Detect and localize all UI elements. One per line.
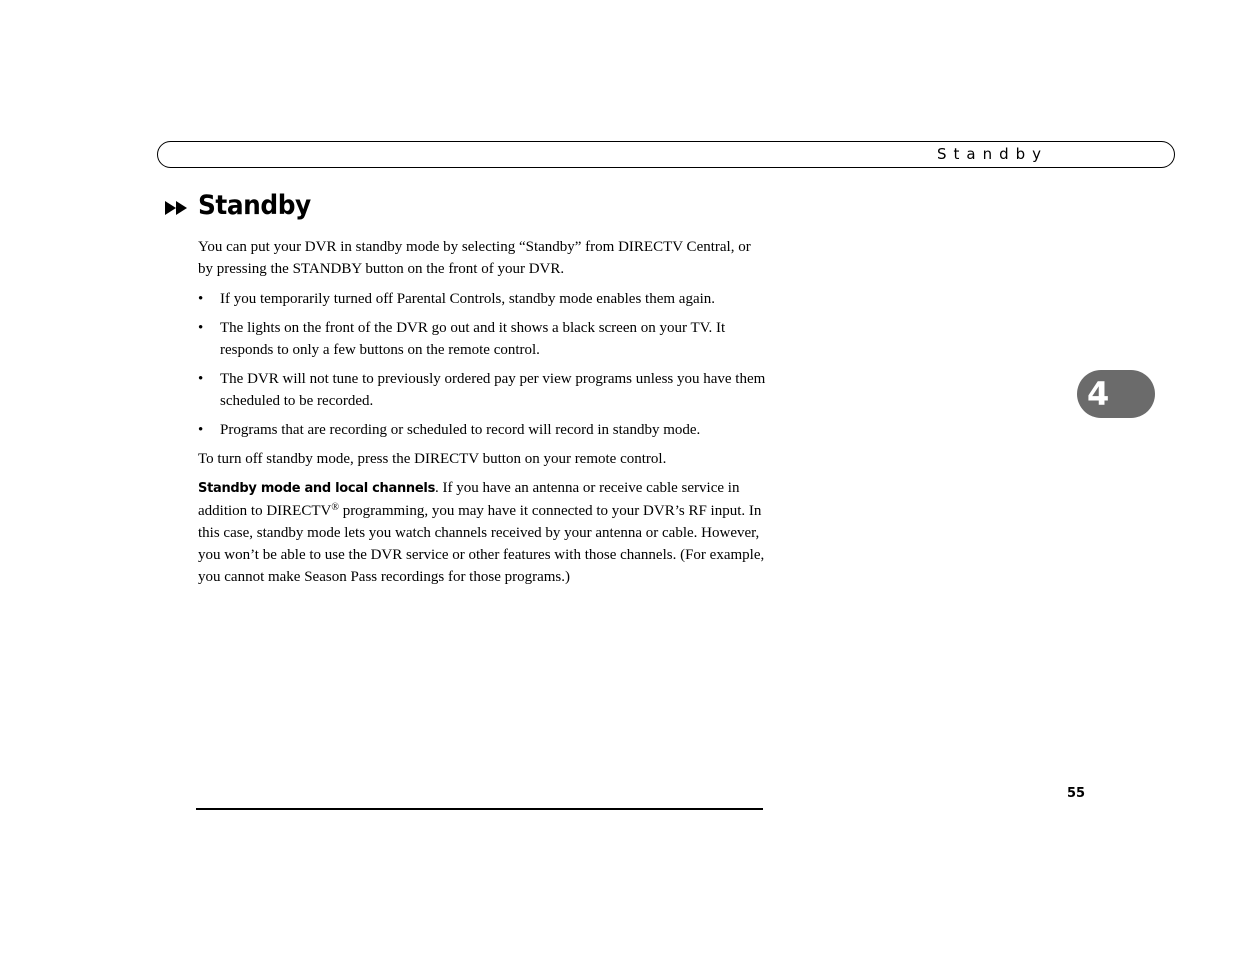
list-item-text: If you temporarily turned off Parental Controls, standby mode enables them again.: [220, 291, 716, 307]
intro-paragraph: You can put your DVR in standby mode by selecting “Standby” from DIRECTV Central, or by pressing the STANDBY button on the front of your DVR.: [198, 239, 751, 277]
local-channels-paragraph: [198, 477, 768, 588]
registered-mark: ®: [331, 502, 339, 513]
running-header-title: Standby: [937, 145, 1049, 163]
list-item: [198, 317, 768, 361]
bullet-list: [198, 288, 768, 441]
list-item-text: The lights on the front of the DVR go out and it shows a black screen on your TV. It responds to only a few buttons on the remote control.: [220, 320, 726, 358]
bullet-symbol: •: [198, 320, 204, 336]
list-item-text: The DVR will not tune to previously ordered pay per view programs unless you have them scheduled to be recorded.: [220, 371, 766, 409]
bullet-symbol: •: [198, 371, 204, 387]
bullet-symbol: •: [198, 422, 204, 438]
bullet-symbol: •: [198, 291, 204, 307]
run-in-heading: Standby mode and local channels: [198, 481, 436, 496]
body-text: [198, 236, 768, 588]
chapter-number: 4: [1087, 375, 1110, 413]
local-channels-text-part2: programming, you may have it connected to your DVR’s RF input. In this case, standby mode lets you watch channels received by your antenna or cable. However, you won’t be able to use the DVR service or other features with those channels. (For example, you cannot make Season Pass recordings for those programs.): [198, 503, 765, 585]
list-item: [198, 419, 768, 441]
page-title: Standby: [198, 190, 311, 221]
list-item-text: Programs that are recording or scheduled to record will record in standby mode.: [220, 422, 701, 438]
turn-off-paragraph: To turn off standby mode, press the DIRECTV button on your remote control.: [198, 451, 667, 467]
list-item: [198, 368, 768, 412]
local-channels-text-part1: . If you have an antenna or receive cable service in addition to DIRECTV: [198, 480, 740, 519]
page-number: 55: [1067, 786, 1086, 801]
fast-forward-icon: [164, 199, 190, 217]
footer-rule: [196, 808, 763, 810]
list-item: [198, 288, 768, 310]
